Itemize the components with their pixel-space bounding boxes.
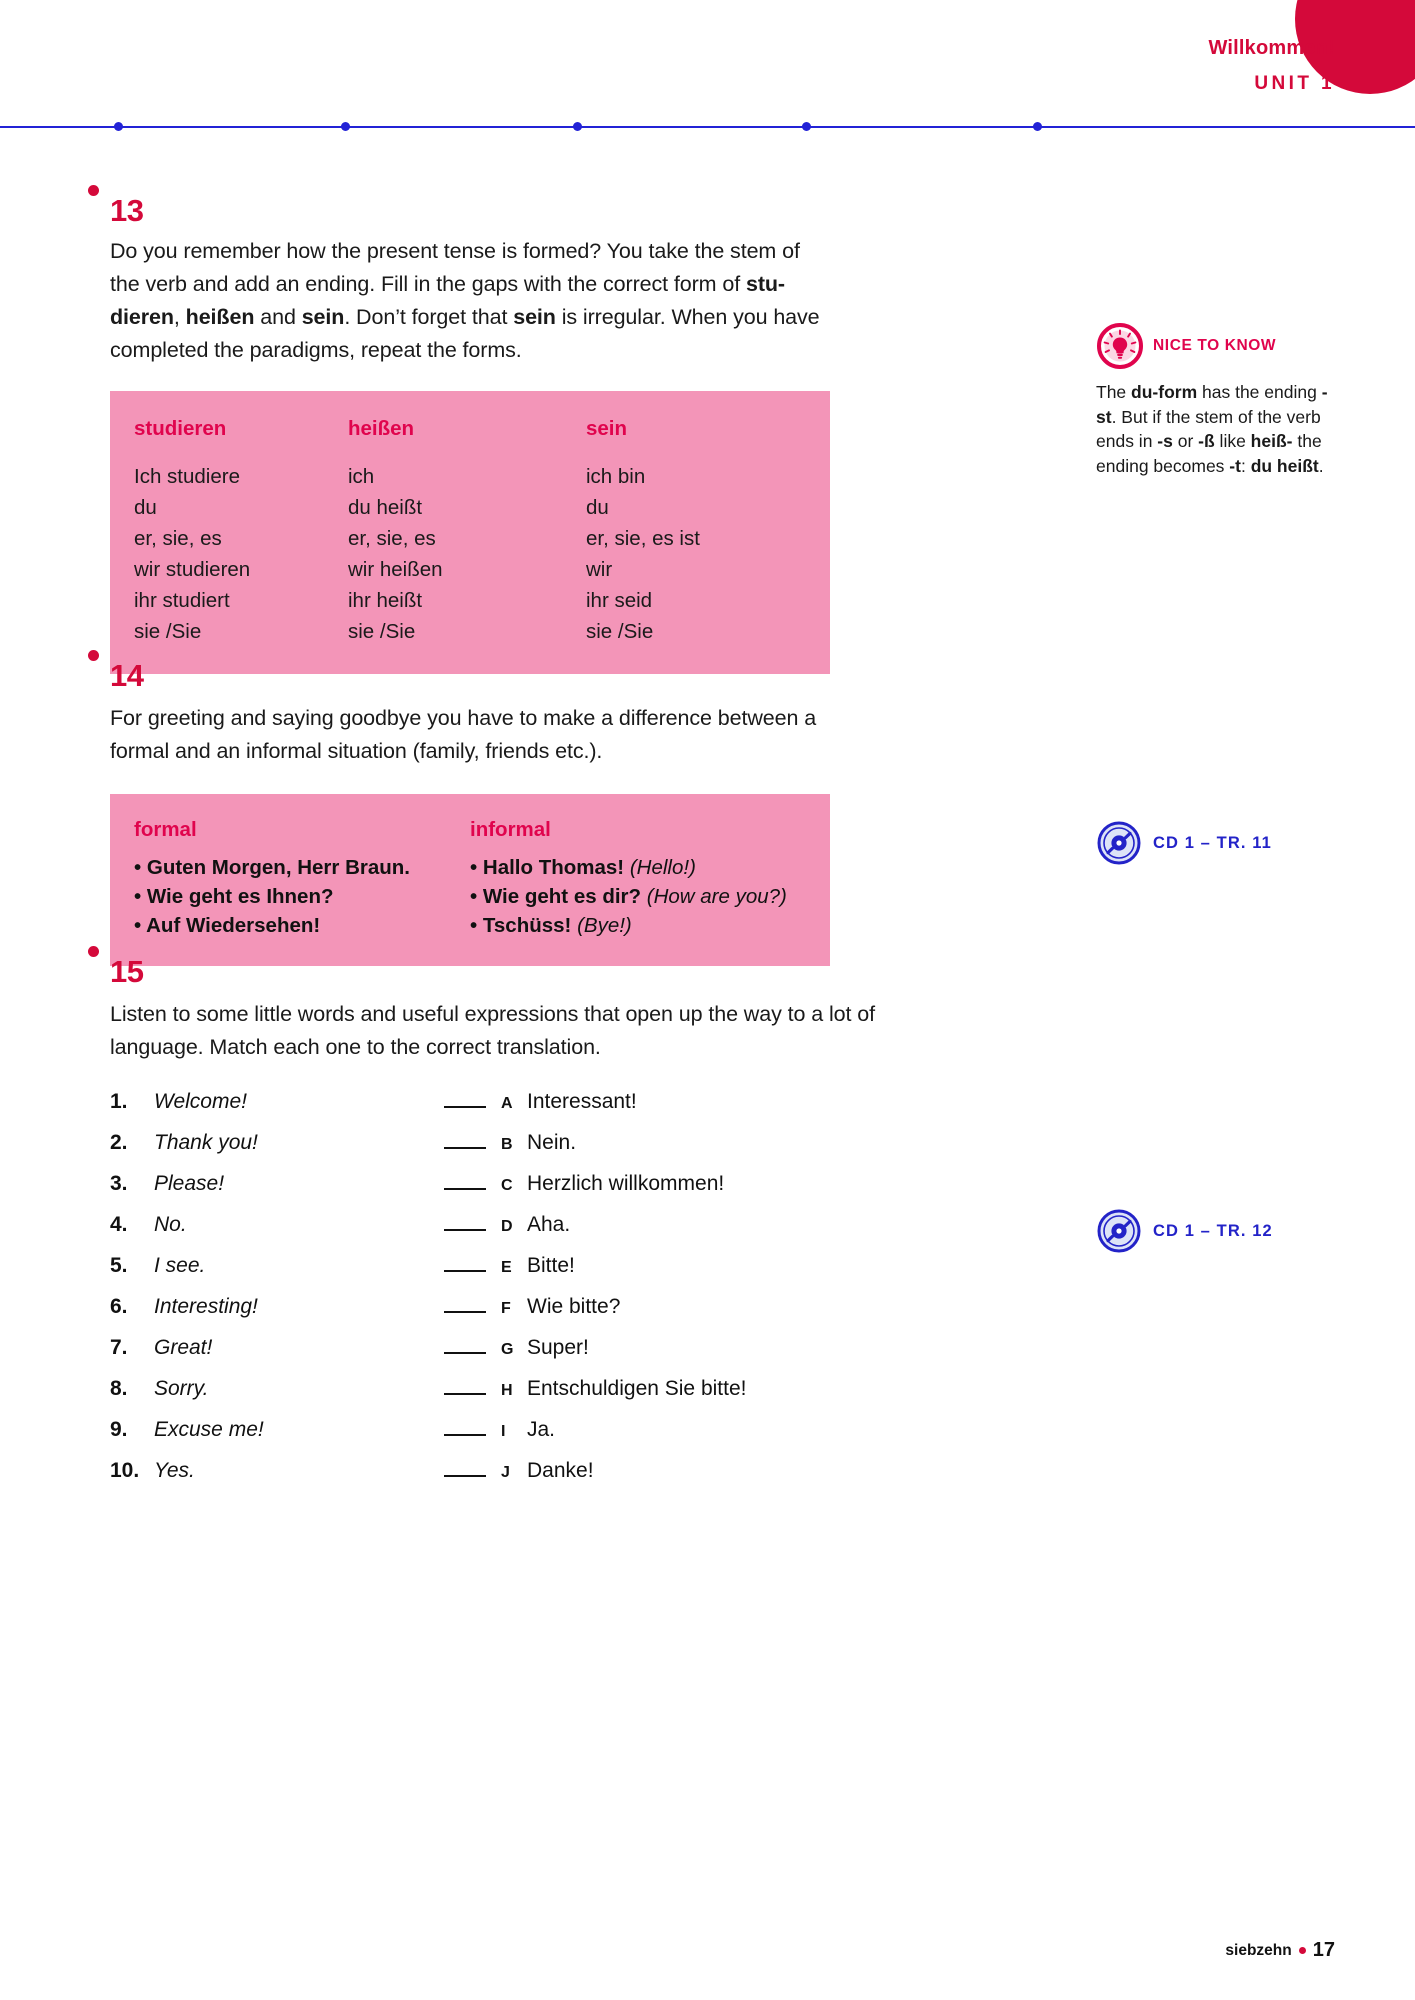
matching-row [110,1377,890,1418]
matching-row [110,1254,890,1295]
matching-row [110,1172,890,1213]
answer-blank[interactable] [444,1216,486,1231]
answer-blank[interactable] [444,1380,486,1395]
header-rule [0,121,1415,133]
answer-blank[interactable] [444,1175,486,1190]
phrase-translation: (Hello!) [629,855,696,879]
english-phrase: Great! [154,1335,213,1359]
conjugation-cell: sie /Sie [134,620,202,644]
exercise-15 [110,946,890,1500]
rule-dot [573,122,582,131]
conjugation-cell: wir heißen [348,558,443,582]
english-phrase: Welcome! [154,1089,247,1113]
conjugation-cell: wir studieren [134,558,251,582]
rule-line [0,126,1415,128]
item-number: 3. [110,1171,128,1195]
column-header: heißen [348,416,415,440]
matching-row [110,1295,890,1336]
conjugation-cell: ihr studiert [134,589,230,613]
exercise-bullet-icon [88,650,99,661]
answer-blank[interactable] [444,1093,486,1108]
rule-dot [114,122,123,131]
german-phrase: Super! [527,1335,589,1359]
matching-row [110,1459,890,1500]
phrase-german: Guten Morgen, Herr Braun. [146,855,410,879]
page-header [1209,38,1335,93]
conjugation-cell: ich [348,464,375,488]
phrase-item: • Wie geht es dir? (How are you?) [470,884,787,908]
unit-label: UNIT 1 [1254,73,1335,94]
item-letter: J [501,1463,511,1481]
item-letter: C [501,1176,513,1194]
german-phrase: Herzlich willkommen! [527,1171,725,1195]
conjugation-column-heissen [348,417,586,648]
exercise-number: 14 [110,658,144,693]
book-title: Willkommen! [1208,37,1335,59]
answer-blank[interactable] [444,1462,486,1477]
answer-blank[interactable] [444,1339,486,1354]
english-phrase: Sorry. [154,1376,209,1400]
matching-row [110,1131,890,1172]
phrase-translation: (How are you?) [646,884,787,908]
phrase-german: Hallo Thomas! [482,855,625,879]
german-phrase: Wie bitte? [527,1294,621,1318]
phrase-item: • Wie geht es Ihnen? [134,884,334,908]
item-number: 7. [110,1335,128,1359]
informal-column [470,818,830,940]
exercise-15-heading [110,946,890,990]
answer-blank[interactable] [444,1298,486,1313]
formal-column [110,818,470,940]
item-number: 6. [110,1294,128,1318]
cd-track-label: CD 1 – TR. 12 [1153,1221,1273,1240]
conjugation-cell: du [586,495,609,519]
page-footer [1225,1939,1335,1962]
page-number: 17 [1312,1939,1335,1961]
lightbulb-icon [1096,322,1144,370]
phrase-german: Auf Wiedersehen! [146,914,321,937]
rule-dot [341,122,350,131]
phrase-german: Wie geht es Ihnen? [146,884,334,908]
german-phrase: Danke! [527,1458,594,1482]
exercise-bullet-icon [88,946,99,957]
column-header: sein [586,416,628,440]
german-phrase: Ja. [527,1417,556,1441]
matching-row [110,1336,890,1377]
rule-dot [802,122,811,131]
matching-exercise [110,1090,890,1500]
answer-blank[interactable] [444,1257,486,1272]
conjugation-table [110,391,830,674]
matching-row [110,1213,890,1254]
english-phrase: No. [154,1212,187,1236]
item-number: 10. [110,1458,140,1482]
german-phrase: Bitte! [527,1253,575,1277]
cd-track-12 [1096,1208,1346,1254]
conjugation-cell: ich bin [586,464,646,488]
english-phrase: Excuse me! [154,1417,264,1441]
phrase-item: • Guten Morgen, Herr Braun. [134,855,410,879]
english-phrase: Interesting! [154,1294,258,1318]
german-phrase: Nein. [527,1130,577,1154]
conjugation-cell: du [134,495,157,519]
english-phrase: Yes. [154,1458,195,1482]
item-number: 4. [110,1212,128,1236]
phrase-item: • Auf Wiedersehen! [134,914,321,937]
item-letter: I [501,1422,506,1440]
conjugation-cell: sie /Sie [348,620,416,644]
column-header: studieren [134,416,227,440]
nice-to-know-body: The du-form has the ending -st. But if the stem of the verb ends in -s or -ß like heiß- the ending becomes -t: du heißt. [1096,382,1328,477]
nice-to-know-box [1096,322,1346,479]
exercise-14 [110,650,830,966]
conjugation-cell: er, sie, es [134,526,222,550]
item-number: 8. [110,1376,128,1400]
exercise-14-instructions: For greeting and saying goodbye you have to make a difference between a formal and an informal situation (family, friends etc.). [110,706,817,763]
informal-header: informal [470,817,551,841]
cd-icon [1096,820,1142,866]
item-letter: H [501,1381,513,1399]
exercise-13-heading [110,185,830,229]
item-letter: E [501,1258,512,1276]
exercise-13-instructions: Do you remember how the present tense is formed? You take the stem of the verb and add an ending. Fill in the gaps with the correct form of stu-dieren, heißen and sein. Don’t forget that sein is irregular. When you have completed the paradigms, repeat the forms. [110,239,820,362]
item-letter: G [501,1340,514,1358]
answer-blank[interactable] [444,1421,486,1436]
exercise-bullet-icon [88,185,99,196]
nice-to-know-title: NICE TO KNOW [1153,337,1277,354]
german-phrase: Interessant! [527,1089,637,1113]
phrase-german: Wie geht es dir? [482,884,642,908]
exercise-14-heading [110,650,830,694]
english-phrase: I see. [154,1253,206,1277]
cd-track-11 [1096,820,1346,866]
phrase-item: • Hallo Thomas! (Hello!) [470,855,696,879]
conjugation-cell: wir [586,558,613,582]
item-number: 5. [110,1253,128,1277]
exercise-15-instructions: Listen to some little words and useful expressions that open up the way to a lot of language. Match each one to the correct translation. [110,1002,875,1059]
formal-header: formal [134,817,197,841]
item-letter: A [501,1094,513,1112]
phrase-item: • Tschüss! (Bye!) [470,914,632,937]
phrase-german: Tschüss! [482,914,572,937]
item-number: 9. [110,1417,128,1441]
answer-blank[interactable] [444,1134,486,1149]
conjugation-cell: er, sie, es ist [586,526,700,550]
cd-icon [1096,1208,1142,1254]
item-letter: F [501,1299,512,1317]
conjugation-cell: sie /Sie [586,620,654,644]
item-letter: D [501,1217,513,1235]
conjugation-column-studieren [110,417,348,648]
conjugation-cell: du heißt [348,495,423,519]
exercise-13 [110,185,830,674]
item-number: 2. [110,1130,128,1154]
conjugation-cell: ihr heißt [348,589,423,613]
german-phrase: Aha. [527,1212,571,1236]
footer-bullet-icon [1299,1947,1306,1954]
english-phrase: Please! [154,1171,225,1195]
conjugation-cell: Ich studiere [134,464,240,488]
matching-row [110,1090,890,1131]
german-phrase: Entschuldigen Sie bitte! [527,1376,747,1400]
conjugation-cell: ihr seid [586,589,653,613]
item-letter: B [501,1135,513,1153]
english-phrase: Thank you! [154,1130,258,1154]
conjugation-cell: er, sie, es [348,526,436,550]
conjugation-column-sein [586,417,824,648]
exercise-number: 15 [110,954,144,989]
item-number: 1. [110,1089,128,1113]
page-number-word: siebzehn [1225,1941,1292,1959]
rule-dot [1033,122,1042,131]
exercise-number: 13 [110,193,144,228]
formal-informal-box [110,794,830,966]
phrase-translation: (Bye!) [577,914,632,937]
cd-track-label: CD 1 – TR. 11 [1153,833,1272,852]
matching-row [110,1418,890,1459]
